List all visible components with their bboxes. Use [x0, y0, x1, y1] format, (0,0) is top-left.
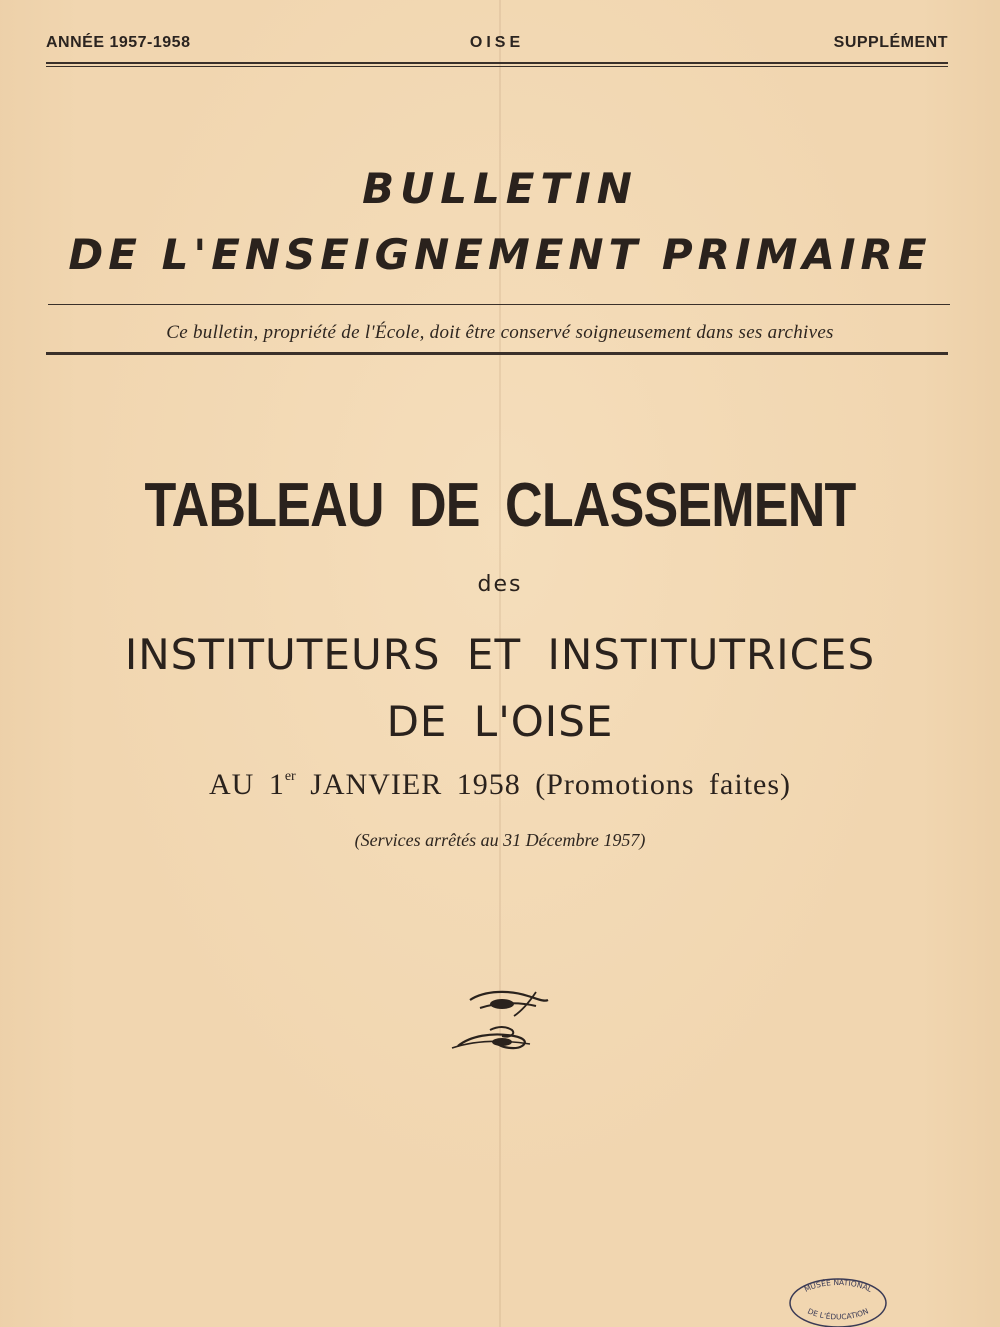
subject-line-1: INSTITUTEURS ET INSTITUTRICES: [124, 630, 876, 679]
notice-rule: [46, 352, 948, 355]
header-edition: SUPPLÉMENT: [833, 34, 948, 51]
masthead-title-line2: DE L'ENSEIGNEMENT PRIMAIRE: [68, 230, 932, 279]
svg-text:MUSÉE NATIONAL: MUSÉE NATIONAL: [802, 1277, 874, 1294]
archive-notice: Ce bulletin, propriété de l'École, doit être conservé soigneusement dans ses archives: [166, 322, 834, 343]
header-department: OISE: [469, 34, 525, 51]
svg-text:DE L'ÉDUCATION: DE L'ÉDUCATION: [806, 1306, 870, 1322]
masthead-rule: [48, 304, 950, 305]
header-rule-bottom: [46, 66, 948, 67]
running-header: [46, 32, 948, 54]
services-note: (Services arrêtés au 31 Décembre 1957): [354, 830, 646, 850]
header-year: ANNÉE 1957-1958: [46, 34, 191, 51]
document-title: TABLEAU DE CLASSEMENT: [144, 471, 856, 540]
subject-line-2: DE L'OISE: [386, 697, 614, 746]
date-superscript: er: [284, 769, 296, 784]
date-suffix: JANVIER 1958 (Promotions faites): [310, 768, 792, 801]
flourish-ornament: [440, 982, 560, 1062]
museum-stamp: [786, 1273, 890, 1327]
header-rule-top: [46, 62, 948, 64]
title-connector: des: [477, 572, 523, 597]
date-line: [0, 768, 1000, 802]
masthead-title-line1: BULLETIN: [362, 164, 638, 213]
date-prefix: AU 1: [208, 768, 285, 801]
